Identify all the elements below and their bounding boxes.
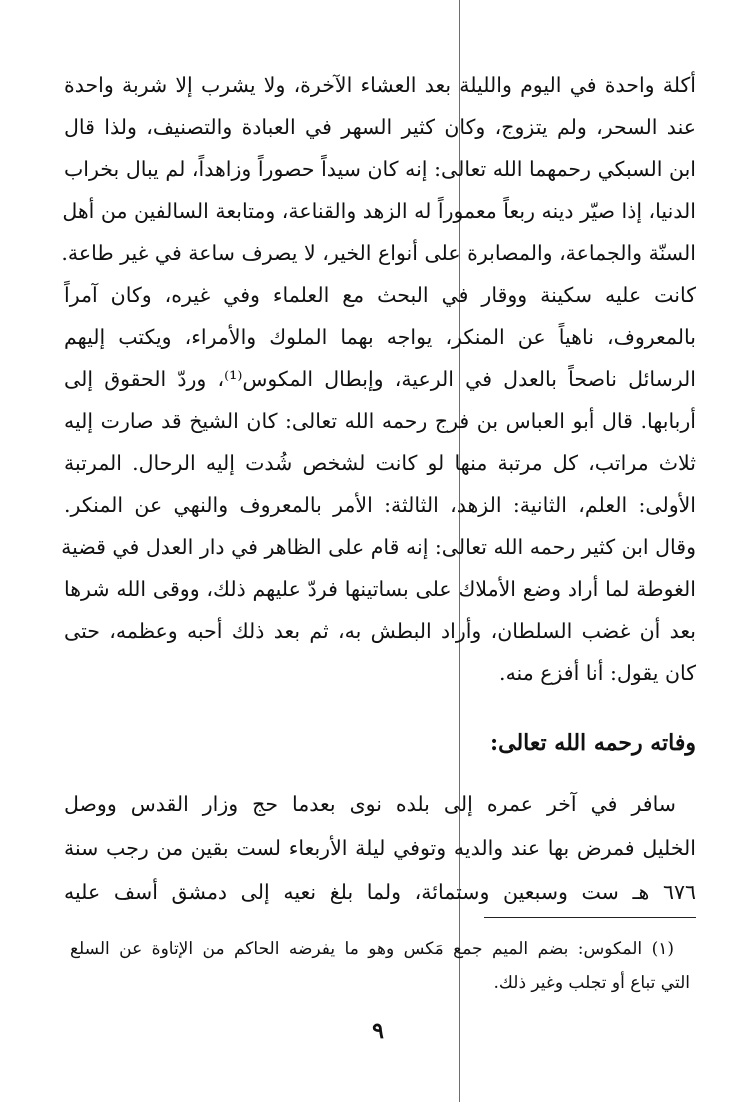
death-section-text — [64, 782, 696, 914]
text-line: ٦٧٦ هـ ست وسبعين وستمائة، ولما بلغ نعيه إلى دمشق أسف عليه — [64, 880, 696, 904]
text-line: الأولى: العلم، الثانية: الزهد، الثالثة: الأمر بالمعروف والنهي عن المنكر. — [64, 493, 696, 517]
text-line: الدنيا، إذا صيّر دينه ربعاً معموراً له الزهد والقناعة، ومتابعة السالفين من أهل — [62, 199, 696, 223]
footnote-separator — [484, 917, 696, 918]
text-line: أكلة واحدة في اليوم والليلة بعد العشاء الآخرة، ولا يشرب إلا شربة واحدة — [64, 73, 696, 97]
text-line: الخليل فمرض بها عند والديه وتوفي ليلة الأربعاء لست بقين من رجب سنة — [64, 836, 696, 860]
text-line: وقال ابن كثير رحمه الله تعالى: إنه قام على الظاهر في دار العدل في قضية — [61, 535, 696, 559]
text-line: كان يقول: أنا أفزع منه. — [499, 661, 696, 685]
text-line: كانت عليه سكينة ووقار في البحث مع العلماء وفي غيره، وكان آمراً — [64, 283, 696, 307]
section-heading: وفاته رحمه الله تعالى: — [490, 730, 696, 756]
text-line: عند السحر، ولم يتزوج، وكان كثير السهر في العبادة والتصنيف، ولذا قال — [64, 115, 696, 139]
text-line: السنّة والجماعة، والمصابرة على أنواع الخير، لا يصرف ساعة في غير طاعة. — [61, 241, 696, 265]
footnote — [70, 932, 690, 1000]
text-line: أربابها. قال أبو العباس بن فرج رحمه الله تعالى: كان الشيخ قد صارت إليه — [64, 409, 696, 433]
text-line: بالمعروف، ناهياً عن المنكر، يواجه بهما الملوك والأمراء، ويكتب إليهم — [64, 325, 696, 349]
text-line: ابن السبكي رحمهما الله تعالى: إنه كان سيداً حصوراً وزاهداً، لم يبال بخراب — [64, 157, 696, 181]
text-line: بعد أن غضب السلطان، وأراد البطش به، ثم بعد ذلك أحبه وعظمه، حتى — [64, 619, 696, 643]
text-line: سافر في آخر عمره إلى بلده نوى بعدما حج وزار القدس ووصل — [64, 792, 676, 816]
main-text — [61, 64, 696, 694]
text-line: ثلاث مراتب، كل مرتبة منها لو كانت لشخص شُدت إليه الرحال. المرتبة — [64, 451, 696, 475]
page-number: ٩ — [372, 1018, 384, 1044]
footnote-line: (١) المكوس: بضم الميم جمع مَكس وهو ما يفرضه الحاكم من الإتاوة عن السلع — [70, 939, 674, 959]
footnote-line: التي تباع أو تجلب وغير ذلك. — [493, 973, 690, 993]
text-line: الرسائل ناصحاً بالعدل في الرعية، وإبطال المكوس⁽¹⁾، وردّ الحقوق إلى — [64, 367, 696, 391]
text-line: الغوطة لما أراد وضع الأملاك على بساتينها فردّ عليهم ذلك، ووقى الله شرها — [64, 577, 696, 601]
